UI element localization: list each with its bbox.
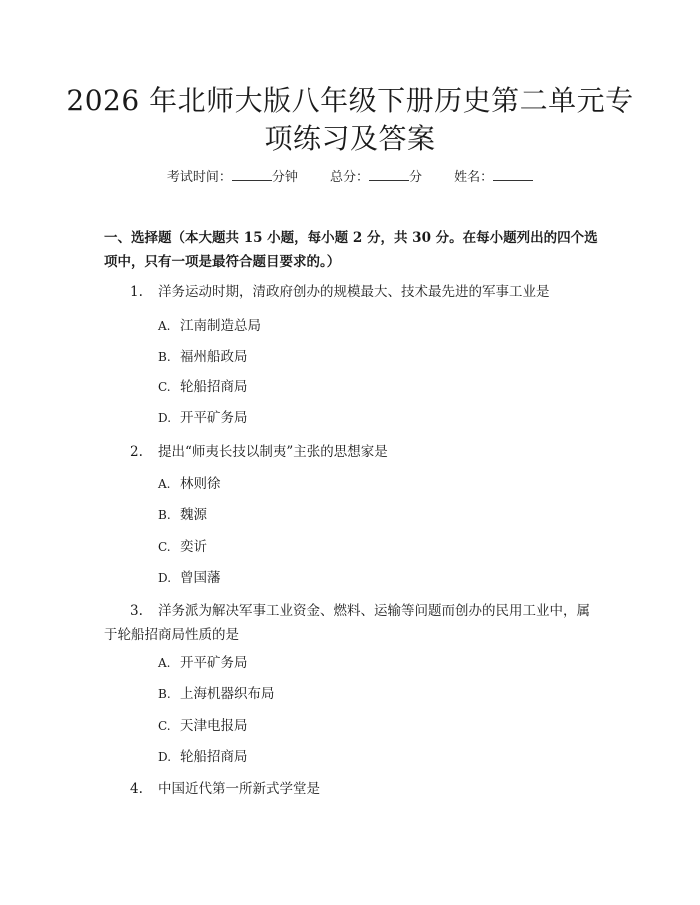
option-text: 福州船政局 (180, 349, 248, 365)
option-letter: A. (158, 477, 171, 491)
section-heading-line-1: 一、选择题（本大题共 15 小题，每小题 2 分，共 30 分。在每小题列出的四个选 (104, 230, 598, 246)
question-3 (104, 599, 619, 647)
time-blank (232, 168, 272, 181)
option-text: 魏源 (180, 507, 207, 523)
time-unit: 分钟 (271, 170, 298, 185)
name-field (454, 170, 533, 185)
option-letter: B. (158, 508, 171, 522)
q3-option-d (158, 747, 248, 767)
question-text-line-2: 于轮船招商局性质的是 (104, 627, 239, 643)
option-text: 江南制造总局 (180, 318, 261, 334)
section-heading (104, 226, 619, 274)
q3-option-b (158, 684, 275, 704)
question-text: 中国近代第一所新式学堂是 (158, 781, 320, 797)
question-number: 1. (130, 284, 143, 300)
name-blank (493, 168, 533, 181)
question-text-line-1: 洋务派为解决军事工业资金、燃料、运输等问题而创办的民用工业中，属 (158, 603, 590, 619)
time-label: 考试时间： (166, 170, 232, 185)
q2-option-c (158, 537, 207, 557)
name-label: 姓名： (454, 170, 494, 185)
option-text: 轮船招商局 (180, 379, 248, 395)
option-text: 开平矿务局 (180, 410, 248, 426)
score-blank (369, 168, 409, 181)
option-letter: C. (158, 540, 171, 554)
question-number: 4. (130, 781, 143, 797)
option-text: 天津电报局 (180, 718, 248, 734)
option-text: 曾国藩 (180, 570, 221, 586)
exam-meta (0, 168, 700, 187)
option-text: 奕䜣 (180, 539, 207, 555)
q1-option-a (158, 316, 261, 336)
option-text: 上海机器织布局 (180, 686, 275, 702)
option-letter: D. (158, 571, 172, 585)
q2-option-b (158, 505, 207, 525)
q2-option-a (158, 474, 221, 494)
score-label: 总分： (329, 170, 369, 185)
question-4 (104, 777, 619, 801)
option-letter: A. (158, 656, 171, 670)
question-1 (104, 280, 619, 304)
q3-option-a (158, 653, 248, 673)
option-letter: B. (158, 687, 171, 701)
time-field (167, 170, 302, 185)
q1-option-b (158, 347, 248, 367)
question-text: 提出“师夷长技以制夷”主张的思想家是 (158, 444, 388, 460)
q1-option-d (158, 408, 248, 428)
title-line-2: 项练习及答案 (264, 122, 436, 155)
option-letter: C. (158, 380, 171, 394)
option-letter: D. (158, 411, 172, 425)
question-number: 2. (130, 444, 143, 460)
section-heading-line-2: 项中，只有一项是最符合题目要求的。） (104, 254, 341, 270)
document-title (60, 82, 640, 158)
question-text: 洋务运动时期，清政府创办的规模最大、技术最先进的军事工业是 (158, 284, 550, 300)
title-line-1: 2026 年北师大版八年级下册历史第二单元专 (66, 84, 634, 117)
option-letter: B. (158, 350, 171, 364)
score-field (330, 170, 426, 185)
option-letter: A. (158, 319, 171, 333)
option-text: 林则徐 (180, 476, 221, 492)
q1-option-c (158, 377, 248, 397)
option-letter: D. (158, 750, 172, 764)
option-letter: C. (158, 719, 171, 733)
question-number: 3. (130, 603, 143, 619)
option-text: 轮船招商局 (180, 749, 248, 765)
question-2 (104, 440, 619, 464)
q2-option-d (158, 568, 221, 588)
option-text: 开平矿务局 (180, 655, 248, 671)
score-unit: 分 (409, 170, 423, 185)
q3-option-c (158, 716, 248, 736)
